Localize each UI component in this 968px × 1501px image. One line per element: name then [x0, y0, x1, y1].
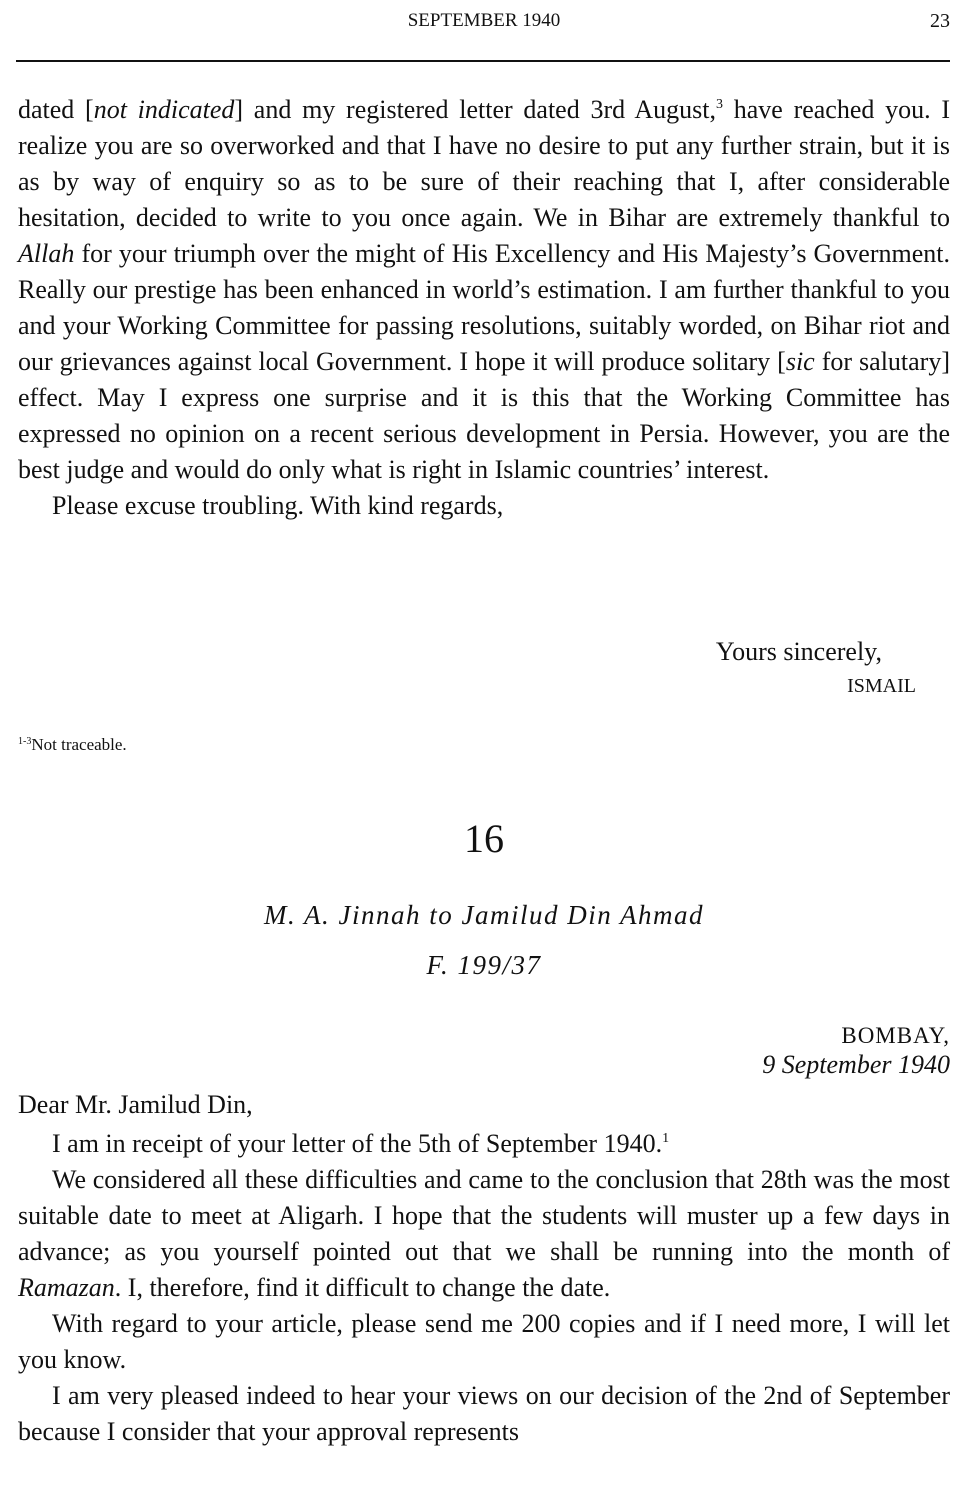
letter-date: 9 September 1940 [762, 1050, 950, 1079]
italic-run: Allah [18, 239, 75, 268]
running-header [18, 8, 950, 38]
text-run: ] and my registered letter dated 3rd August, [234, 95, 717, 124]
text-run: I am in receipt of your letter of the 5th of September 1940. [52, 1129, 663, 1158]
letter-paragraph: I am very pleased indeed to hear your views on our decision of the 2nd of September because I consider that your approval represents [18, 1381, 950, 1446]
italic-run: not indicated [93, 95, 235, 124]
letter-body [18, 1126, 950, 1450]
salutation: Dear Mr. Jamilud Din, [18, 1090, 253, 1119]
closing-phrase: Yours sincerely, [715, 637, 882, 666]
document-title: M. A. Jinnah to Jamilud Din Ahmad [264, 900, 704, 930]
text-run: for your triumph over the might of His Excellency and His Majesty’s Government. Really our prestige has been enhanced in world’s estimation. I am further thankful to you and your Working Committee for passing resolutions, suitably worded, on Bihar riot and our grievances against local Government. I hope it will produce solitary [ [18, 239, 950, 376]
footnote-marker: 1-3 [18, 736, 32, 747]
letter-paragraph [18, 1162, 950, 1306]
page-number: 23 [930, 10, 950, 32]
text-run: have reached you. I realize you are so overworked and that I have no desire to put any further strain, but it is as by way of enquiry so as to be sure of their reaching that I, after considerable hesitation, decided to write to you once again. We in Bihar are extremely thankful to [18, 95, 951, 232]
text-run: We considered all these difficulties and came to the conclusion that 28th was the most suitable date to meet at Aligarh. I hope that the students will muster up a few days in advance; as you yourself pointed out that we shall be running into the month of [18, 1165, 950, 1266]
footnote [18, 735, 127, 755]
running-title: SEPTEMBER 1940 [407, 10, 561, 31]
text-run: dated [ [18, 95, 94, 124]
text-run: for salutary] effect. May I express one surprise and it is this that the Working Committee has expressed no opinion on a recent serious development in Persia. However, you are the best judge and would do only what is right in Islamic countries’ interest. [18, 347, 950, 484]
letter-paragraph [18, 1126, 950, 1162]
letter-paragraph: Please excuse troubling. With kind regards, [52, 491, 504, 520]
italic-run: Ramazan [18, 1273, 115, 1302]
letter-place: BOMBAY, [841, 1023, 950, 1048]
footnote-ref: 3 [716, 97, 724, 112]
document-reference: F. 199/37 [426, 950, 542, 980]
footnote-text: Not traceable. [31, 735, 127, 754]
letter-paragraph [18, 92, 950, 488]
document-number: 16 [464, 816, 504, 861]
signature-name: ISMAIL [847, 675, 916, 697]
letter-paragraph: With regard to your article, please send me 200 copies and if I need more, I will let you know. [18, 1309, 950, 1374]
text-run: . I, therefore, find it difficult to change the date. [114, 1273, 611, 1302]
header-rule [16, 60, 950, 62]
italic-run: sic [785, 347, 815, 376]
footnote-ref: 1 [662, 1131, 670, 1146]
letter-body-continued [18, 92, 950, 524]
